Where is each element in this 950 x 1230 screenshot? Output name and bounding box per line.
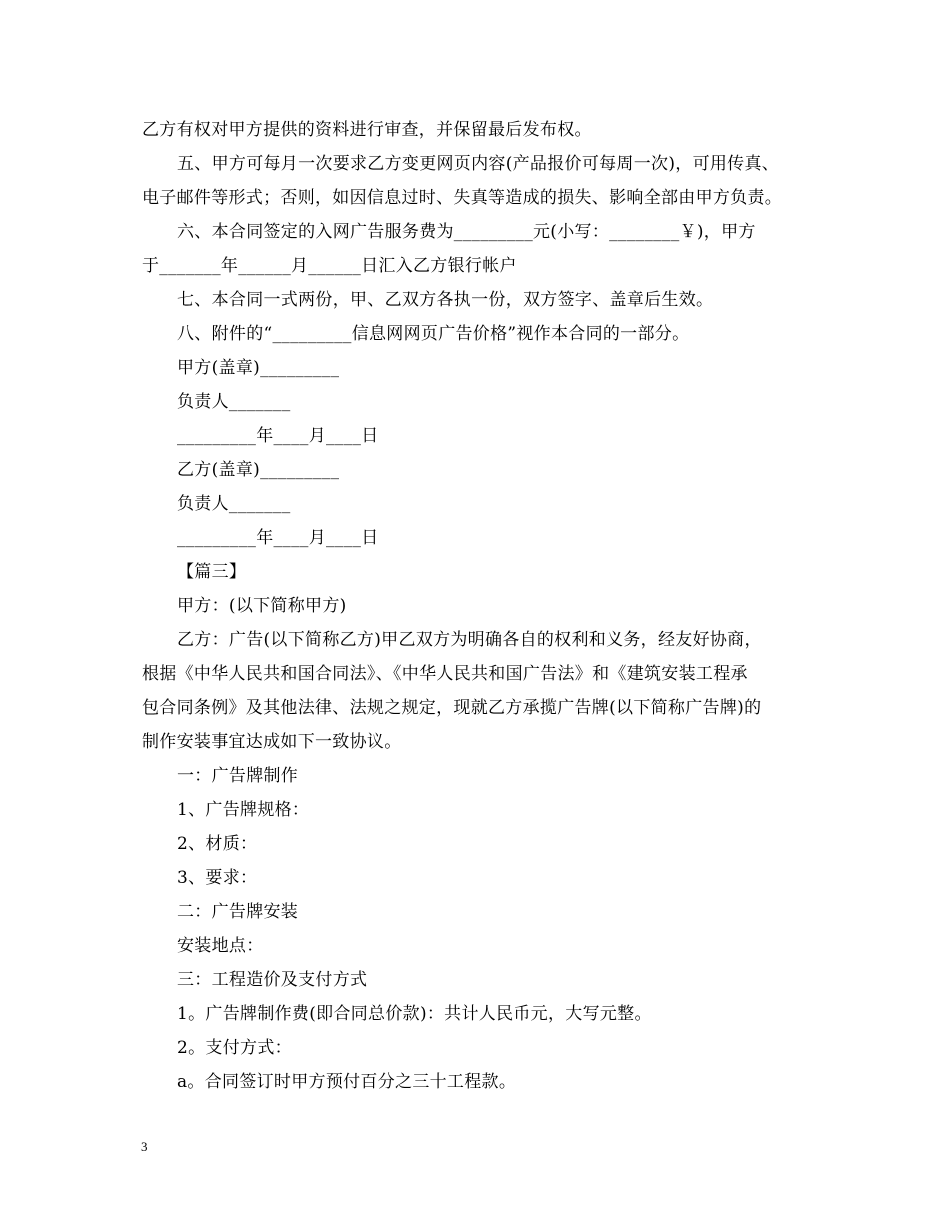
payment-advance: a。合同签订时甲方预付百分之三十工程款。 xyxy=(177,1072,517,1092)
party-b-date: _________年____月____日 xyxy=(177,528,379,548)
party-a-date: _________年____月____日 xyxy=(177,426,379,446)
clause-8: 八、附件的“_________信息网网页广告价格”视作本合同的一部分。 xyxy=(177,324,690,344)
party-b-intro-line-3: 包合同条例》及其他法律、法规之规定，现就乙方承揽广告牌(以下简称广告牌)的 xyxy=(142,698,762,718)
party-a-intro: 甲方：(以下简称甲方) xyxy=(177,596,347,616)
clause-7: 七、本合同一式两份，甲、乙双方各执一份，双方签字、盖章后生效。 xyxy=(177,290,714,310)
clause-6-line-1: 六、本合同签定的入网广告服务费为_________元(小写：________￥)，甲方 xyxy=(177,222,756,242)
item-spec: 1、广告牌规格： xyxy=(177,800,310,820)
text-line: 乙方有权对甲方提供的资料进行审查，并保留最后发布权。 xyxy=(142,120,592,140)
item-requirements: 3、要求： xyxy=(177,868,258,888)
party-b-intro-line-2: 根据《中华人民共和国合同法》、《中华人民共和国广告法》和《建筑安装工程承 xyxy=(142,664,748,684)
party-b-intro-line-1: 乙方：广告(以下简称乙方)甲乙双方为明确各自的权利和义务，经友好协商， xyxy=(177,630,762,650)
party-a-seal: 甲方(盖章)_________ xyxy=(177,358,340,378)
party-b-representative: 负责人_______ xyxy=(177,494,291,514)
item-material: 2、材质： xyxy=(177,834,258,854)
installation-location: 安装地点： xyxy=(177,936,264,956)
payment-fee: 1。广告牌制作费(即合同总价款)：共计人民币元，大写元整。 xyxy=(177,1004,652,1024)
party-b-seal: 乙方(盖章)_________ xyxy=(177,460,340,480)
party-a-representative: 负责人_______ xyxy=(177,392,291,412)
heading-sign-installation: 二：广告牌安装 xyxy=(177,902,299,922)
clause-6-line-2: 于_______年______月______日汇入乙方银行帐户 xyxy=(142,256,517,276)
section-heading: 【篇三】 xyxy=(177,562,247,582)
clause-5-line-1: 五、甲方可每月一次要求乙方变更网页内容(产品报价可每周一次)，可用传真、 xyxy=(177,154,780,174)
party-b-intro-line-4: 制作安装事宜达成如下一致协议。 xyxy=(142,732,402,752)
page-number: 3 xyxy=(141,1139,148,1154)
heading-cost-payment: 三：工程造价及支付方式 xyxy=(177,970,368,990)
clause-5-line-2: 电子邮件等形式；否则，如因信息过时、失真等造成的损失、影响全部由甲方负责。 xyxy=(142,188,783,208)
payment-method: 2。支付方式： xyxy=(177,1038,292,1058)
heading-sign-production: 一：广告牌制作 xyxy=(177,766,299,786)
